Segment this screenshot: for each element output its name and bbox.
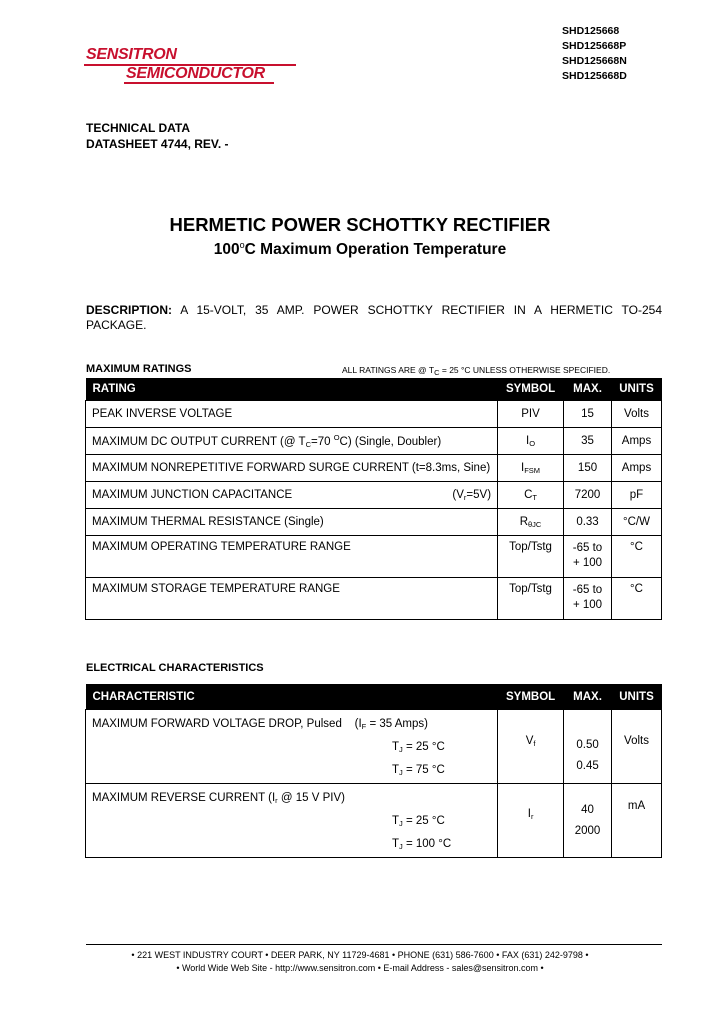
- table-row: [86, 509, 662, 536]
- units-cell: °C: [612, 578, 662, 620]
- max-cell: 0.33: [564, 509, 612, 536]
- temp-t: T: [392, 838, 400, 850]
- note-pre: ALL RATINGS ARE @ T: [342, 365, 435, 375]
- subtitle-rest: C Maximum Operation Temperature: [244, 241, 507, 258]
- note-sub: C: [434, 368, 440, 377]
- max-cell: [564, 536, 612, 578]
- ir-label: @ 15 V PIV): [277, 792, 345, 804]
- table-row: [86, 428, 662, 455]
- temp-val: = 25 °C: [402, 815, 445, 827]
- symbol-sub: θJC: [528, 519, 542, 529]
- symbol-text: I: [521, 461, 525, 474]
- description: [86, 303, 662, 333]
- temp-t: T: [392, 815, 400, 827]
- max-line: -65 to: [572, 584, 603, 596]
- symbol-sub: T: [532, 492, 537, 502]
- units-cell: Amps: [612, 428, 662, 455]
- max-cell: 150: [564, 455, 612, 482]
- logo-rule-bottom: [124, 82, 274, 84]
- max-line: + 100: [572, 557, 603, 569]
- col-symbol: SYMBOL: [498, 684, 564, 710]
- table-header-row: [86, 684, 662, 710]
- company-logo-line2: SEMICONDUCTOR: [126, 65, 265, 82]
- electrical-heading: ELECTRICAL CHARACTERISTICS: [86, 662, 264, 674]
- max-line: + 100: [572, 599, 603, 611]
- max-ratings-table: [85, 378, 662, 620]
- rating-cell: PEAK INVERSE VOLTAGE: [86, 401, 498, 428]
- footer-address: • 221 WEST INDUSTRY COURT • DEER PARK, NY 11729-4681 • PHONE (631) 586-7600 • FAX (631) 242-9798 •: [131, 950, 589, 960]
- ir-label: MAXIMUM REVERSE CURRENT (I: [92, 792, 276, 804]
- max-line: 40: [581, 804, 594, 816]
- max-cell: [564, 578, 612, 620]
- max-cell: 7200: [564, 482, 612, 509]
- col-units: UNITS: [612, 378, 662, 401]
- part-number-list: [562, 24, 627, 84]
- symbol-sub: FSM: [524, 465, 541, 475]
- characteristic-cell: [86, 710, 498, 784]
- symbol-sub: r: [530, 812, 534, 821]
- part-number: SHD125668N: [562, 55, 627, 67]
- rating-cell: MAXIMUM THERMAL RESISTANCE (Single): [86, 509, 498, 536]
- max-line: -65 to: [572, 542, 603, 554]
- part-number: SHD125668: [562, 25, 620, 37]
- rating-cell: MAXIMUM OPERATING TEMPERATURE RANGE: [86, 536, 498, 578]
- units-cell: Amps: [612, 455, 662, 482]
- document-subtitle: [0, 240, 720, 259]
- table-row: [86, 578, 662, 620]
- table-row: [86, 784, 662, 858]
- max-line: 0.50: [576, 739, 599, 751]
- symbol-cell: PIV: [498, 401, 564, 428]
- units-cell: Volts: [612, 401, 662, 428]
- footer-web: • World Wide Web Site - http://www.sensitron.com • E-mail Address - sales@sensitron.com •: [176, 963, 544, 973]
- rating-text: C) (Single, Doubler): [339, 436, 442, 448]
- symbol-text: C: [524, 488, 533, 501]
- symbol-cell: [498, 784, 564, 858]
- units-cell: mA: [612, 784, 662, 858]
- symbol-cell: [498, 428, 564, 455]
- symbol-cell: [498, 482, 564, 509]
- col-characteristic: CHARACTERISTIC: [86, 684, 498, 710]
- units-cell: Volts: [612, 710, 662, 784]
- temp-sub: J: [399, 819, 403, 828]
- tech-data-block: [86, 120, 229, 152]
- temp-t: T: [392, 741, 400, 753]
- max-cell: 35: [564, 428, 612, 455]
- max-ratings-heading: MAXIMUM RATINGS: [86, 363, 192, 375]
- symbol-cell: [498, 509, 564, 536]
- max-cell: [564, 710, 612, 784]
- temp-val: = 25 °C: [402, 741, 445, 753]
- symbol-cell: [498, 455, 564, 482]
- symbol-text: I: [527, 808, 531, 820]
- col-rating: RATING: [86, 378, 498, 401]
- rating-cell: MAXIMUM STORAGE TEMPERATURE RANGE: [86, 578, 498, 620]
- ratings-note: [342, 365, 610, 377]
- vf-temp-1: [92, 737, 491, 760]
- footer-rule: [86, 944, 662, 945]
- symbol-text: V: [525, 735, 534, 747]
- temp-val: = 75 °C: [402, 764, 445, 776]
- description-label: DESCRIPTION:: [86, 303, 173, 317]
- table-row: [86, 401, 662, 428]
- rating-condition: [452, 489, 491, 502]
- characteristic-cell: [86, 784, 498, 858]
- rating-text: MAXIMUM DC OUTPUT CURRENT (@ T: [92, 436, 306, 448]
- rating-cell: MAXIMUM NONREPETITIVE FORWARD SURGE CURRENT (t=8.3ms, Sine): [86, 455, 498, 482]
- rating-cell: [86, 428, 498, 455]
- symbol-text: R: [519, 515, 529, 528]
- rating-text: =70: [311, 436, 334, 448]
- units-cell: °C/W: [612, 509, 662, 536]
- symbol-text: I: [526, 434, 530, 447]
- electrical-table: [85, 684, 662, 858]
- rating-sub: C: [305, 440, 311, 449]
- datasheet-number: DATASHEET 4744, REV. -: [86, 137, 229, 151]
- vf-cond: (I: [354, 718, 362, 730]
- temp-t: T: [392, 764, 400, 776]
- vf-label-line: [92, 714, 491, 737]
- col-symbol: SYMBOL: [498, 378, 564, 401]
- document-title: HERMETIC POWER SCHOTTKY RECTIFIER: [169, 214, 551, 235]
- col-units: UNITS: [612, 684, 662, 710]
- symbol-cell: Top/Tstg: [498, 578, 564, 620]
- cond-sub: r: [463, 492, 467, 502]
- table-row: [86, 482, 662, 509]
- units-cell: pF: [612, 482, 662, 509]
- temp-val: = 100 °C: [402, 838, 452, 850]
- note-post: = 25 °C UNLESS OTHERWISE SPECIFIED.: [439, 365, 611, 375]
- ir-temp-1: [92, 811, 491, 834]
- ir-label-line: [92, 788, 491, 811]
- table-header-row: [86, 378, 662, 401]
- rating-cell: [86, 482, 498, 509]
- symbol-sub: O: [529, 438, 536, 448]
- table-row: [86, 536, 662, 578]
- description-text: A 15-VOLT, 35 AMP. POWER SCHOTTKY RECTIFIER IN A HERMETIC TO-254 PACKAGE.: [86, 303, 663, 332]
- table-row: [86, 455, 662, 482]
- units-cell: °C: [612, 536, 662, 578]
- rating-sup: O: [333, 433, 340, 442]
- ir-temp-2: [92, 834, 491, 857]
- vf-cond: = 35 Amps): [366, 718, 428, 730]
- symbol-cell: [498, 710, 564, 784]
- col-max: MAX.: [564, 378, 612, 401]
- ir-label-sub: r: [275, 796, 278, 805]
- vf-label: MAXIMUM FORWARD VOLTAGE DROP, Pulsed: [92, 718, 342, 730]
- col-max: MAX.: [564, 684, 612, 710]
- table-row: [86, 710, 662, 784]
- part-number: SHD125668P: [562, 40, 627, 52]
- vf-temp-2: [92, 760, 491, 783]
- company-logo-line1: SENSITRON: [86, 46, 177, 63]
- subtitle-degree: o: [239, 240, 245, 250]
- symbol-cell: Top/Tstg: [498, 536, 564, 578]
- temp-sub: J: [399, 768, 403, 777]
- temp-sub: J: [399, 842, 403, 851]
- cond-text: =5V): [466, 488, 492, 501]
- max-line: 0.45: [576, 760, 599, 772]
- rating-text: MAXIMUM JUNCTION CAPACITANCE: [92, 488, 293, 501]
- part-number: SHD125668D: [562, 70, 627, 82]
- vf-cond-sub: F: [361, 722, 367, 731]
- symbol-sub: f: [533, 739, 536, 748]
- cond-text: (V: [452, 488, 464, 501]
- max-cell: [564, 784, 612, 858]
- max-cell: 15: [564, 401, 612, 428]
- subtitle-temp: 100: [213, 241, 240, 258]
- max-line: 2000: [574, 825, 601, 837]
- tech-data-label: TECHNICAL DATA: [86, 121, 190, 135]
- temp-sub: J: [399, 745, 403, 754]
